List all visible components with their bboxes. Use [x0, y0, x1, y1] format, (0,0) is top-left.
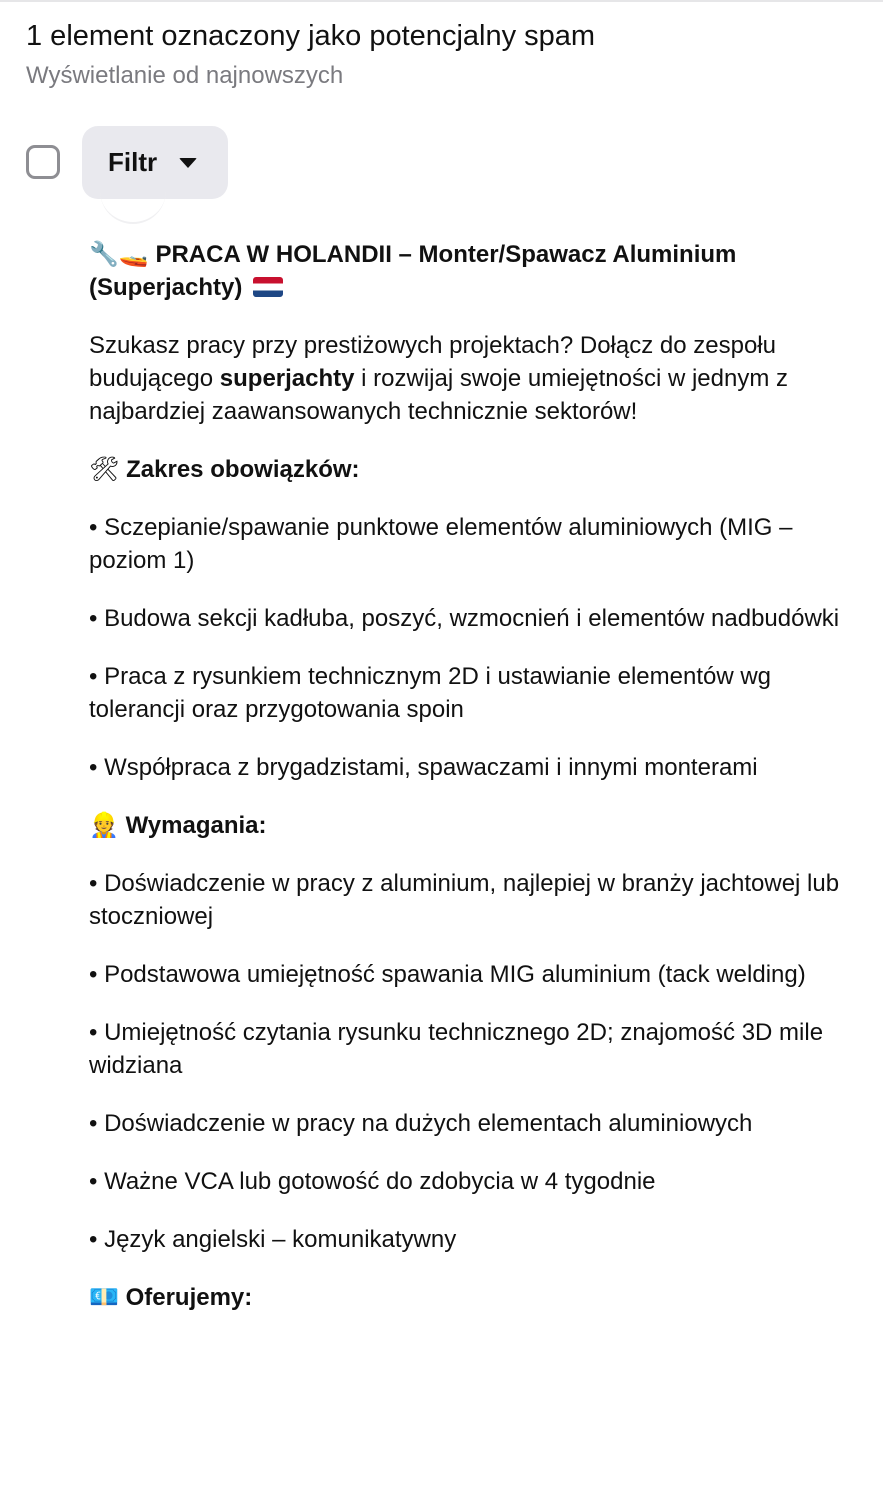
section-heading-requirements — [89, 809, 849, 842]
list-item: • Język angielski – komunikatywny — [89, 1226, 457, 1253]
section-heading-offer — [89, 1281, 849, 1314]
list-item: • Współpraca z brygadzistami, spawaczami i innymi monterami — [89, 754, 758, 781]
avatar — [100, 180, 166, 224]
list-item: • Ważne VCA lub gotowość do zdobycia w 4 tygodnie — [89, 1168, 656, 1195]
hammer-and-wrench-icon: 🛠 — [89, 455, 120, 483]
construction-worker-icon: 👷 — [89, 811, 119, 839]
list-item: • Podstawowa umiejętność spawania MIG aluminium (tack welding) — [89, 961, 806, 988]
wrench-speedboat-icon: 🔧🚤 — [89, 240, 149, 268]
caret-down-icon — [179, 158, 197, 168]
netherlands-flag-icon — [253, 277, 283, 297]
list-item: • Budowa sekcji kadłuba, poszyć, wzmocnień i elementów nadbudówki — [89, 605, 840, 632]
post-headline — [89, 238, 849, 304]
list-item: • Sczepianie/spawanie punktowe elementów aluminiowych (MIG – poziom 1) — [89, 514, 793, 574]
list-item: • Doświadczenie w pracy na dużych elementach aluminiowych — [89, 1110, 753, 1137]
list-item: • Umiejętność czytania rysunku technicznego 2D; znajomość 3D mile widziana — [89, 1019, 824, 1079]
euro-banknote-icon: 💶 — [89, 1283, 119, 1311]
intro-text-before: Szukasz pracy przy prestiżowych projektach? Dołącz do zespołu budującego — [89, 332, 776, 392]
list-item: • Praca z rysunkiem technicznym 2D i ustawianie elementów wg tolerancji oraz przygotowania spoin — [89, 663, 772, 723]
select-all-checkbox[interactable] — [26, 145, 60, 179]
post-body — [89, 238, 849, 1339]
list-item: • Doświadczenie w pracy z aluminium, najlepiej w branży jachtowej lub stoczniowej — [89, 870, 840, 930]
section-heading-text: Zakres obowiązków: — [126, 456, 360, 483]
page-title: 1 element oznaczony jako potencjalny spam — [26, 20, 596, 52]
intro-text-after: i rozwijaj swoje umiejętności w jednym z najbardziej zaawansowanych technicznie sektorów! — [89, 365, 788, 425]
top-divider — [0, 0, 883, 2]
section-heading-duties — [89, 453, 849, 486]
headline-text: PRACA W HOLANDII – Monter/Spawacz Aluminium (Superjachty) — [89, 241, 737, 301]
intro-bold-word: superjachty — [219, 365, 355, 392]
sort-order-label: Wyświetlanie od najnowszych — [26, 62, 344, 89]
filter-label: Filtr — [108, 147, 158, 177]
post-intro — [89, 329, 849, 428]
section-heading-text: Oferujemy: — [125, 1284, 253, 1311]
section-heading-text: Wymagania: — [125, 812, 267, 839]
